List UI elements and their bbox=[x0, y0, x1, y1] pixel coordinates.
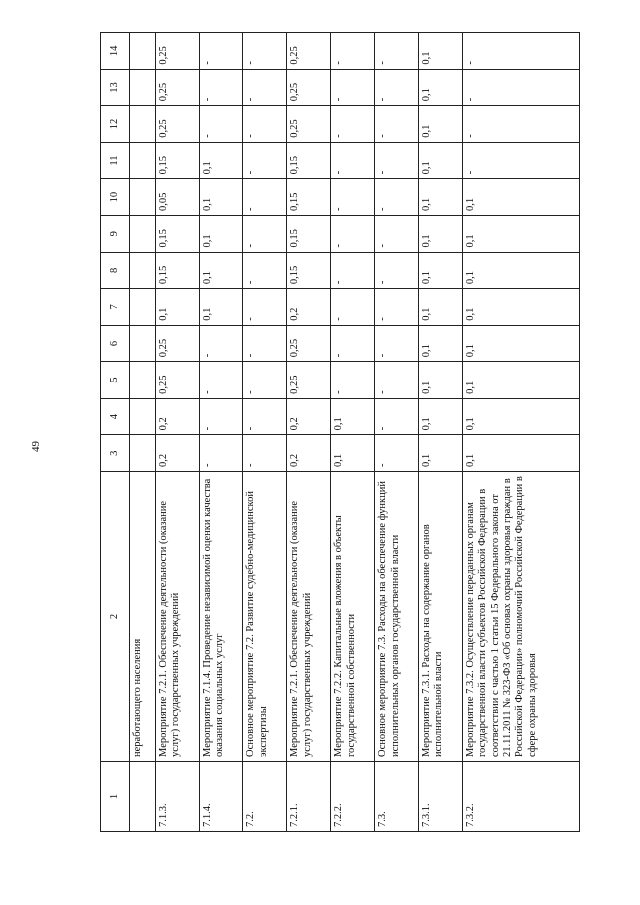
page-number: 49 bbox=[30, 441, 42, 452]
row-name: Мероприятие 7.3.2. Осуществление переданных органам государственной власти субъектов Российской Федерации в соответствии с частью 1 статьи 15 Федерального закона от 21.11.2011 № 323-ФЗ «Об основах охраны здоровья граждан в Российской Федерации» полномочий Российской Федерации в сфере охраны здоровья bbox=[462, 472, 579, 762]
column-header: 5 bbox=[101, 362, 130, 399]
value-cell bbox=[130, 142, 156, 179]
value-cell: - bbox=[375, 69, 419, 106]
value-cell: 0,15 bbox=[155, 215, 199, 252]
value-cell: - bbox=[199, 69, 243, 106]
value-cell bbox=[130, 69, 156, 106]
row-number bbox=[130, 762, 156, 832]
column-header: 12 bbox=[101, 106, 130, 143]
value-cell: 0,1 bbox=[419, 435, 463, 472]
value-cell: - bbox=[375, 398, 419, 435]
value-cell bbox=[130, 325, 156, 362]
table-row bbox=[331, 33, 375, 832]
row-number: 7.1.4. bbox=[199, 762, 243, 832]
value-cell: 0,1 bbox=[419, 398, 463, 435]
value-cell: 0,1 bbox=[331, 435, 375, 472]
value-cell: - bbox=[243, 142, 287, 179]
value-cell: 0,25 bbox=[155, 362, 199, 399]
value-cell: 0,1 bbox=[419, 69, 463, 106]
column-header: 2 bbox=[101, 472, 130, 762]
table-row bbox=[130, 33, 156, 832]
value-cell: 0,25 bbox=[287, 325, 331, 362]
value-cell: 0,15 bbox=[155, 142, 199, 179]
value-cell: - bbox=[331, 252, 375, 289]
row-name: Мероприятие 7.2.1. Обеспечение деятельности (оказание услуг) государственных учреждений bbox=[155, 472, 199, 762]
value-cell bbox=[130, 435, 156, 472]
value-cell: - bbox=[462, 106, 579, 143]
value-cell: - bbox=[199, 362, 243, 399]
value-cell: - bbox=[375, 215, 419, 252]
value-cell: 0,1 bbox=[419, 142, 463, 179]
value-cell: 0,1 bbox=[462, 362, 579, 399]
value-cell: 0,25 bbox=[287, 69, 331, 106]
value-cell: 0,25 bbox=[287, 362, 331, 399]
value-cell: 0,25 bbox=[155, 325, 199, 362]
row-name: неработающего населения bbox=[130, 472, 156, 762]
column-header: 10 bbox=[101, 179, 130, 216]
value-cell bbox=[130, 362, 156, 399]
value-cell bbox=[130, 398, 156, 435]
value-cell: - bbox=[331, 33, 375, 70]
value-cell: - bbox=[375, 362, 419, 399]
row-name: Основное мероприятие 7.2. Развитие судебно-медицинской экспертизы bbox=[243, 472, 287, 762]
row-name: Мероприятие 7.1.4. Проведение независимой оценки качества оказания социальных услуг bbox=[199, 472, 243, 762]
value-cell bbox=[130, 33, 156, 70]
value-cell: - bbox=[199, 435, 243, 472]
value-cell: 0,1 bbox=[199, 289, 243, 326]
table-row bbox=[199, 33, 243, 832]
row-number: 7.3. bbox=[375, 762, 419, 832]
indicators-table bbox=[100, 32, 580, 832]
column-header: 3 bbox=[101, 435, 130, 472]
value-cell: 0,1 bbox=[199, 215, 243, 252]
value-cell: 0,1 bbox=[462, 215, 579, 252]
value-cell: - bbox=[243, 106, 287, 143]
value-cell: 0,25 bbox=[287, 33, 331, 70]
row-name: Основное мероприятие 7.3. Расходы на обеспечение функций исполнительных органов государственной власти bbox=[375, 472, 419, 762]
value-cell: 0,1 bbox=[419, 33, 463, 70]
value-cell bbox=[130, 215, 156, 252]
value-cell: - bbox=[375, 435, 419, 472]
table-row bbox=[287, 33, 331, 832]
table-row bbox=[419, 33, 463, 832]
value-cell: 0,1 bbox=[419, 289, 463, 326]
column-header: 4 bbox=[101, 398, 130, 435]
value-cell: - bbox=[331, 362, 375, 399]
column-header: 11 bbox=[101, 142, 130, 179]
table-header-row bbox=[101, 33, 130, 832]
value-cell: - bbox=[243, 362, 287, 399]
value-cell: 0,25 bbox=[155, 69, 199, 106]
value-cell: 0,1 bbox=[462, 179, 579, 216]
table-row bbox=[375, 33, 419, 832]
value-cell: - bbox=[199, 325, 243, 362]
value-cell: 0,2 bbox=[287, 398, 331, 435]
row-number: 7.3.2. bbox=[462, 762, 579, 832]
value-cell: - bbox=[243, 69, 287, 106]
value-cell: - bbox=[375, 33, 419, 70]
value-cell: 0,15 bbox=[287, 252, 331, 289]
value-cell: - bbox=[331, 179, 375, 216]
value-cell: 0,2 bbox=[155, 398, 199, 435]
value-cell: 0,25 bbox=[287, 106, 331, 143]
value-cell: - bbox=[331, 289, 375, 326]
value-cell: - bbox=[462, 69, 579, 106]
value-cell: - bbox=[375, 179, 419, 216]
value-cell: 0,1 bbox=[419, 215, 463, 252]
value-cell: - bbox=[199, 106, 243, 143]
value-cell: - bbox=[243, 252, 287, 289]
value-cell: - bbox=[243, 289, 287, 326]
value-cell: - bbox=[331, 69, 375, 106]
row-number: 7.3.1. bbox=[419, 762, 463, 832]
value-cell: - bbox=[462, 33, 579, 70]
value-cell: - bbox=[375, 142, 419, 179]
value-cell: 0,1 bbox=[462, 398, 579, 435]
value-cell: - bbox=[243, 33, 287, 70]
value-cell: - bbox=[375, 106, 419, 143]
value-cell bbox=[130, 252, 156, 289]
value-cell: - bbox=[243, 179, 287, 216]
value-cell: - bbox=[243, 325, 287, 362]
value-cell: 0,1 bbox=[462, 252, 579, 289]
value-cell: - bbox=[199, 33, 243, 70]
value-cell: 0,25 bbox=[155, 33, 199, 70]
rotated-page bbox=[100, 32, 580, 832]
value-cell: 0,1 bbox=[331, 398, 375, 435]
row-number: 7.2.1. bbox=[287, 762, 331, 832]
value-cell: 0,1 bbox=[419, 325, 463, 362]
value-cell bbox=[130, 289, 156, 326]
row-name: Мероприятие 7.2.1. Обеспечение деятельности (оказание услуг) государственных учреждений bbox=[287, 472, 331, 762]
value-cell: - bbox=[375, 325, 419, 362]
value-cell: 0,1 bbox=[419, 179, 463, 216]
value-cell: 0,15 bbox=[287, 142, 331, 179]
value-cell bbox=[130, 106, 156, 143]
value-cell: - bbox=[375, 289, 419, 326]
value-cell: 0,1 bbox=[419, 106, 463, 143]
value-cell: 0,1 bbox=[462, 325, 579, 362]
row-number: 7.1.3. bbox=[155, 762, 199, 832]
value-cell: 0,1 bbox=[419, 362, 463, 399]
value-cell: - bbox=[331, 215, 375, 252]
value-cell: 0,05 bbox=[155, 179, 199, 216]
value-cell: - bbox=[243, 435, 287, 472]
column-header: 8 bbox=[101, 252, 130, 289]
value-cell: - bbox=[331, 106, 375, 143]
row-number: 7.2. bbox=[243, 762, 287, 832]
value-cell: - bbox=[243, 215, 287, 252]
row-name: Мероприятие 7.2.2. Капитальные вложения в объекты государственной собственности bbox=[331, 472, 375, 762]
value-cell: 0,1 bbox=[155, 289, 199, 326]
value-cell: 0,25 bbox=[155, 106, 199, 143]
value-cell: 0,1 bbox=[199, 179, 243, 216]
value-cell: 0,1 bbox=[462, 289, 579, 326]
row-number: 7.2.2. bbox=[331, 762, 375, 832]
value-cell: - bbox=[462, 142, 579, 179]
value-cell bbox=[130, 179, 156, 216]
table-row bbox=[243, 33, 287, 832]
value-cell: 0,2 bbox=[287, 435, 331, 472]
value-cell: 0,2 bbox=[155, 435, 199, 472]
value-cell: 0,1 bbox=[462, 435, 579, 472]
table-row bbox=[462, 33, 579, 832]
table-row bbox=[155, 33, 199, 832]
value-cell: - bbox=[199, 398, 243, 435]
column-header: 1 bbox=[101, 762, 130, 832]
value-cell: 0,2 bbox=[287, 289, 331, 326]
value-cell: 0,15 bbox=[287, 179, 331, 216]
column-header: 13 bbox=[101, 69, 130, 106]
value-cell: - bbox=[331, 142, 375, 179]
value-cell: - bbox=[243, 398, 287, 435]
value-cell: 0,15 bbox=[155, 252, 199, 289]
value-cell: 0,15 bbox=[287, 215, 331, 252]
column-header: 6 bbox=[101, 325, 130, 362]
column-header: 9 bbox=[101, 215, 130, 252]
value-cell: - bbox=[331, 325, 375, 362]
row-name: Мероприятие 7.3.1. Расходы на содержание органов исполнительной власти bbox=[419, 472, 463, 762]
value-cell: 0,1 bbox=[199, 142, 243, 179]
value-cell: - bbox=[375, 252, 419, 289]
value-cell: 0,1 bbox=[199, 252, 243, 289]
value-cell: 0,1 bbox=[419, 252, 463, 289]
column-header: 7 bbox=[101, 289, 130, 326]
column-header: 14 bbox=[101, 33, 130, 70]
